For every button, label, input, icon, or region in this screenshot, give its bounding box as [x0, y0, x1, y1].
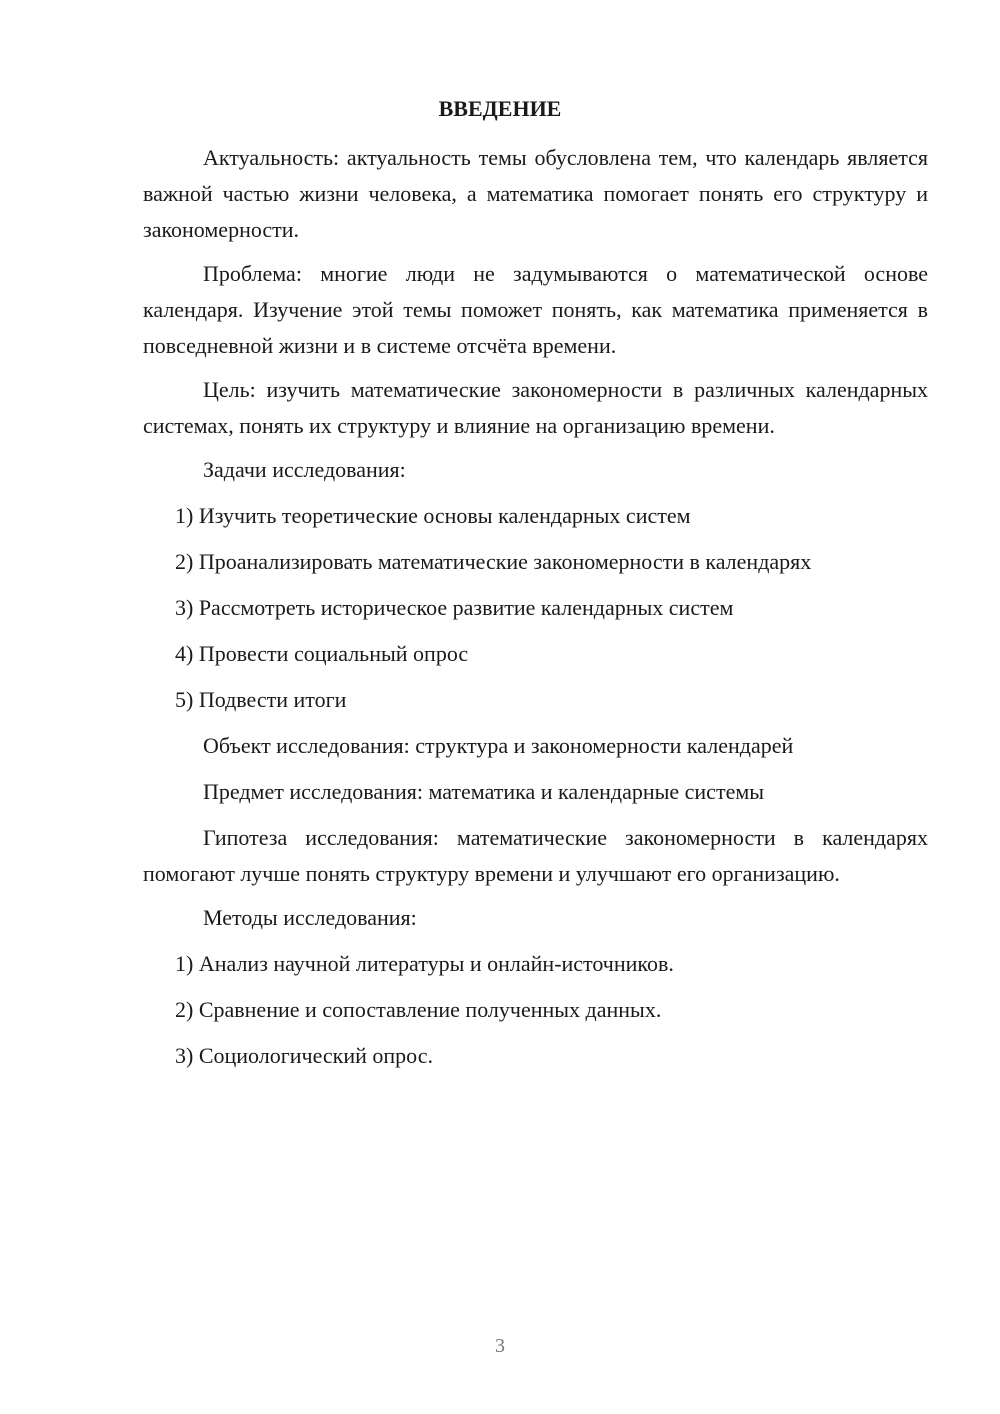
section-title: ВВЕДЕНИЕ	[438, 96, 562, 121]
document-body	[143, 140, 928, 1084]
list-item: 4) Провести социальный опрос	[175, 641, 469, 666]
tasks-list	[143, 498, 928, 718]
goal-paragraph: Цель: изучить математические закономерности в различных календарных системах, понять их структуру и влияние на организацию времени.	[143, 377, 928, 438]
page-number: 3	[495, 1335, 505, 1357]
tasks-heading: Задачи исследования:	[203, 457, 406, 482]
methods-heading: Методы исследования:	[203, 905, 417, 930]
relevance-paragraph: Актуальность: актуальность темы обусловлена тем, что календарь является важной частью жизни человека, а математика помогает понять его структуру и закономерности.	[143, 145, 928, 242]
list-item: 5) Подвести итоги	[175, 687, 347, 712]
subject-paragraph: Предмет исследования: математика и календарные системы	[203, 779, 765, 804]
methods-list	[143, 946, 928, 1074]
list-item: 3) Социологический опрос.	[175, 1043, 433, 1068]
list-item: 2) Сравнение и сопоставление полученных данных.	[175, 997, 662, 1022]
hypothesis-paragraph: Гипотеза исследования: математические закономерности в календарях помогают лучше понять структуру времени и улучшают его организацию.	[143, 825, 928, 886]
list-item: 3) Рассмотреть историческое развитие календарных систем	[175, 595, 734, 620]
list-item: 1) Анализ научной литературы и онлайн-источников.	[175, 951, 674, 976]
list-item: 2) Проанализировать математические закономерности в календарях	[175, 549, 812, 574]
object-paragraph: Объект исследования: структура и закономерности календарей	[203, 733, 794, 758]
list-item: 1) Изучить теоретические основы календарных систем	[175, 503, 691, 528]
problem-paragraph: Проблема: многие люди не задумываются о математической основе календаря. Изучение этой темы поможет понять, как математика применяется в повседневной жизни и в системе отсчёта времени.	[143, 261, 928, 358]
